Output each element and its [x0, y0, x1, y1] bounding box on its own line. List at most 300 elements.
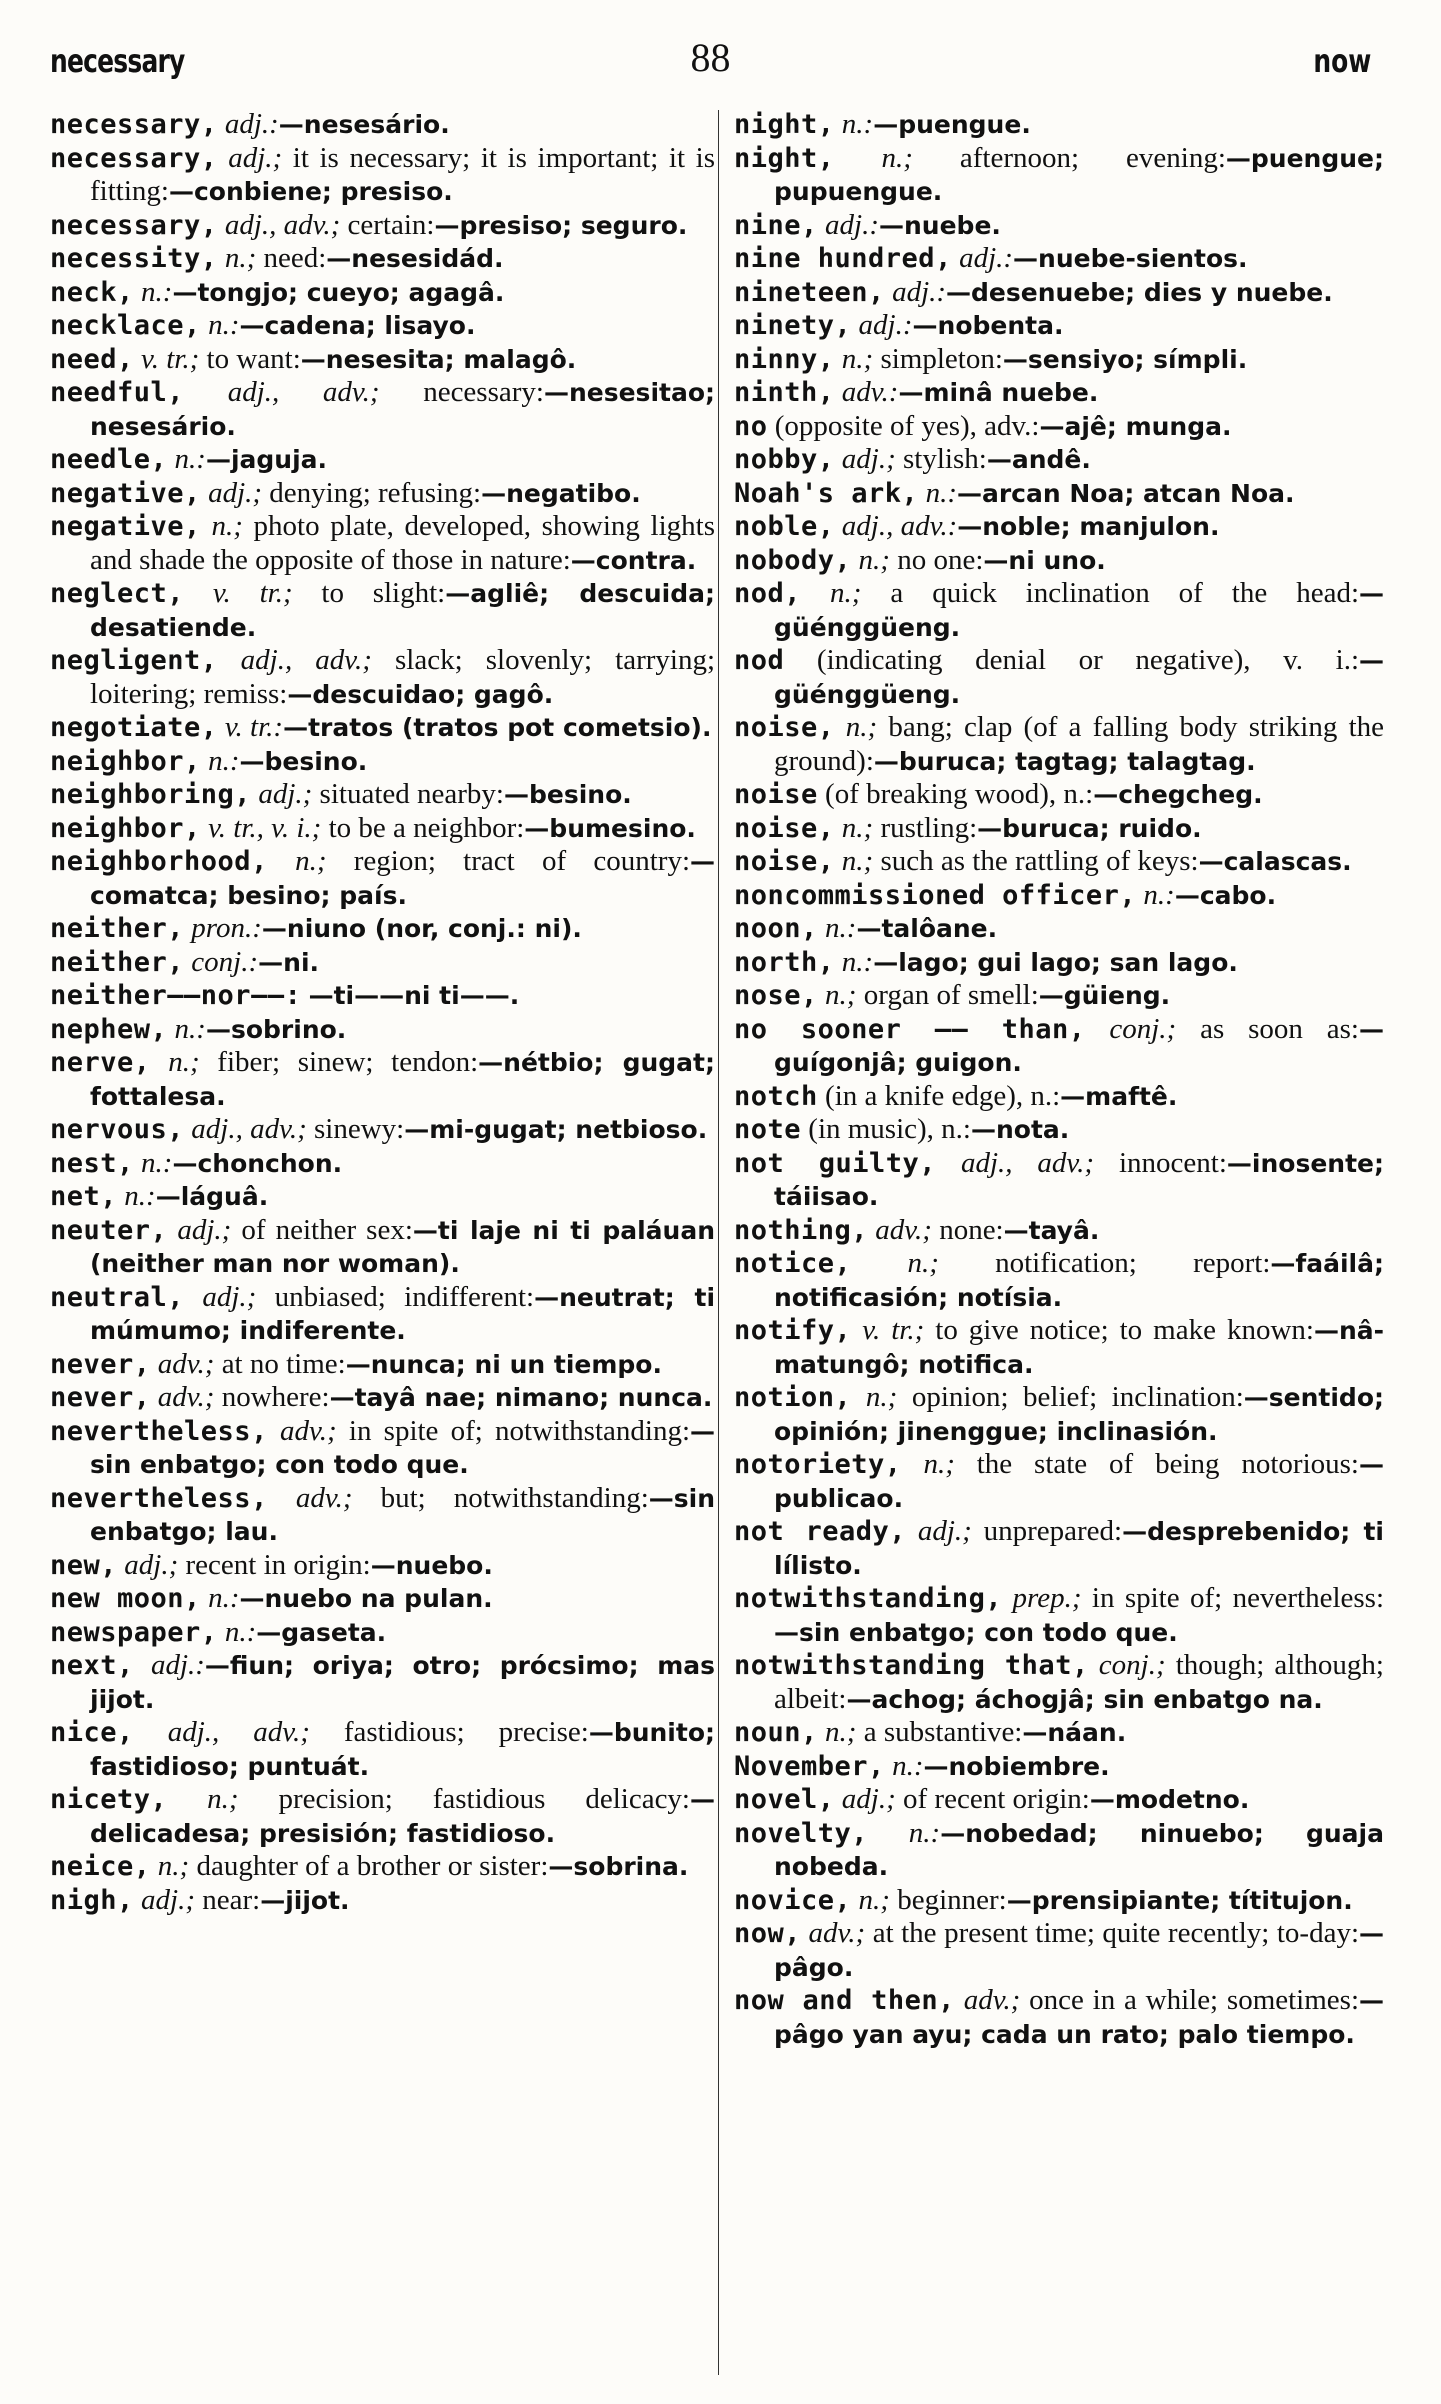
entry-translation: —conbiene; presiso. [168, 177, 453, 206]
entry-translation: —bumesino. [524, 813, 696, 843]
entry-definition: to give notice; to make known: [924, 1314, 1314, 1346]
entry-part-of-speech: adj.; [841, 443, 896, 475]
entry-translation: —cadena; lisayo. [239, 311, 476, 340]
entry-headword: notwithstanding, [734, 1583, 1003, 1614]
dictionary-entry [50, 1616, 715, 1650]
entry-headword: no [734, 410, 768, 442]
entry-part-of-speech: adj.; [208, 476, 263, 509]
entry-headword: nine hundred, [734, 243, 952, 274]
entry-part-of-speech: adj., adv.: [841, 510, 958, 542]
entry-part-of-speech: v. tr.; [212, 577, 293, 609]
entry-part-of-speech: n.: [141, 275, 173, 308]
entry-definition: daughter of a brother or sister: [189, 1850, 549, 1882]
entry-headword: notoriety, [734, 1449, 902, 1480]
entry-headword: neglect, [50, 578, 185, 609]
entry-headword: new moon, [50, 1583, 201, 1614]
entry-translation: —lago; gui lago; san lago. [873, 947, 1238, 977]
dictionary-entry [734, 1214, 1384, 1248]
entry-translation: —sin enbatgo; lau. [90, 1483, 715, 1546]
entry-headword: November, [734, 1750, 885, 1782]
dictionary-entry [734, 209, 1384, 243]
dictionary-entry [734, 1716, 1384, 1750]
entry-headword: noise, [734, 712, 835, 743]
entry-part-of-speech: n.: [892, 1749, 924, 1782]
entry-part-of-speech: adj., adv.; [227, 376, 380, 408]
entry-part-of-speech: n.; [168, 1046, 200, 1078]
page-header [50, 28, 1371, 88]
entry-definition: afternoon; evening: [912, 141, 1226, 174]
entry-translation: —nétbio; gugat; fottalesa. [90, 1048, 716, 1111]
dictionary-entry [734, 343, 1384, 377]
entry-headword: ninety, [734, 310, 852, 341]
entry-part-of-speech: n.; [865, 1381, 898, 1413]
entry-part-of-speech: conj.: [191, 945, 259, 978]
entry-headword: never, [50, 1382, 151, 1413]
entry-definition: region; tract of country: [326, 845, 690, 877]
entry-part-of-speech: adv.; [295, 1481, 353, 1514]
dictionary-entry [50, 1147, 715, 1181]
entry-headword: notwithstanding that, [734, 1650, 1089, 1681]
entry-part-of-speech: n.: [925, 476, 957, 509]
dictionary-entry [50, 142, 715, 209]
entry-translation: —faáilâ; notificasión; notísia. [774, 1249, 1384, 1312]
entry-definition: rustling: [873, 811, 978, 844]
entry-definition: unbiased; indifferent: [256, 1280, 535, 1313]
dictionary-entry [734, 979, 1384, 1013]
entry-headword: neighboring, [50, 779, 252, 810]
entry-definition: no one: [889, 543, 984, 576]
dictionary-entry [734, 510, 1384, 544]
entry-translation: —sentido; opinión; jinenggue; inclinasión. [774, 1383, 1384, 1446]
entry-translation: —inosente; táiisao. [774, 1148, 1385, 1211]
entry-definition: stylish: [895, 443, 987, 475]
entry-part-of-speech: n.; [157, 1850, 190, 1882]
entry-part-of-speech: adj.; [124, 1548, 179, 1581]
dictionary-entry [734, 1247, 1384, 1314]
entry-headword: negative, [50, 511, 201, 542]
dictionary-entry [50, 1716, 715, 1783]
dictionary-entry [50, 577, 715, 644]
dictionary-entry [734, 544, 1384, 578]
entry-definition: but; notwithstanding: [352, 1481, 649, 1514]
entry-translation: —puengue; pupuengue. [774, 143, 1384, 206]
entry-translation: —nuebe-sientos. [1013, 244, 1248, 273]
entry-translation: —puengue. [873, 110, 1031, 139]
entry-headword: neck, [50, 276, 134, 308]
entry-part-of-speech: adj., adv.; [224, 208, 341, 241]
entry-translation: —andê. [986, 445, 1091, 474]
dictionary-entry [50, 242, 715, 276]
entry-headword: novelty, [734, 1817, 869, 1849]
entry-part-of-speech: n.: [224, 1615, 257, 1648]
entry-part-of-speech: n.: [174, 1012, 206, 1045]
entry-part-of-speech: adj.; [141, 1883, 195, 1916]
entry-translation: —nuebo na pulan. [239, 1584, 493, 1613]
entry-part-of-speech: n.: [825, 912, 857, 944]
entry-headword: night, [734, 142, 835, 174]
entry-headword: now and then, [734, 1985, 955, 2016]
entry-definition: denying; refusing: [262, 476, 482, 509]
entry-definition: recent in origin: [178, 1548, 371, 1581]
entry-definition: slack; slovenly; tarrying; loitering; remiss: [90, 644, 715, 710]
entry-part-of-speech: adj., adv.; [240, 644, 372, 676]
entry-translation: —arcan Noa; atcan Noa. [956, 478, 1295, 508]
entry-translation: —güénggüeng. [774, 646, 1385, 709]
entry-translation: —fiun; oriya; otro; prócsimo; mas jijot. [90, 1651, 716, 1714]
dictionary-entry [734, 778, 1384, 812]
entry-part-of-speech: adj.: [858, 309, 913, 341]
entry-headword: nevertheless, [50, 1482, 268, 1514]
dictionary-entry [734, 845, 1384, 879]
entry-part-of-speech: adj.; [917, 1515, 972, 1547]
entry-headword: noble, [734, 511, 835, 542]
entry-part-of-speech: adv.; [157, 1381, 215, 1413]
entry-definition: necessary: [379, 376, 544, 408]
entry-part-of-speech: v. tr.: [224, 711, 284, 743]
entry-part-of-speech: n.; [207, 1783, 239, 1815]
dictionary-entry [734, 1750, 1384, 1784]
dictionary-entry [50, 1046, 715, 1113]
entry-translation: —ni. [258, 947, 320, 977]
entry-part-of-speech: n.: [124, 1180, 156, 1212]
entry-headword: nigh, [50, 1884, 134, 1916]
dictionary-entry [50, 1381, 715, 1415]
entry-headword: negotiate, [50, 712, 218, 743]
entry-part-of-speech: n.; [295, 845, 327, 877]
dictionary-entry [734, 1147, 1384, 1214]
entry-headword: not ready, [734, 1516, 907, 1547]
entry-definition: photo plate, developed, showing lights and shade the opposite of those in nature: [90, 510, 715, 576]
entry-headword: needle, [50, 444, 168, 475]
entry-headword: nobby, [734, 444, 835, 475]
entry-definition: opinion; belief; inclination: [897, 1381, 1244, 1413]
entry-headword: neither, [50, 913, 185, 944]
entry-part-of-speech: adj.: [150, 1649, 205, 1681]
entry-translation: —delicadesa; presisión; fastidioso. [90, 1785, 715, 1848]
dictionary-entry [50, 979, 715, 1013]
entry-definition: at the present time; quite recently; to-day: [865, 1917, 1360, 1949]
entry-part-of-speech: adj., adv.; [191, 1113, 307, 1145]
entry-headword: necessary, [50, 109, 218, 140]
entry-translation: —nesesitao; nesesário. [90, 378, 716, 441]
entry-headword: nobody, [734, 544, 852, 576]
entry-definition: to want: [199, 342, 301, 375]
entry-part-of-speech: n.; [841, 342, 874, 375]
entry-definition: (opposite of yes), adv.: [774, 409, 1040, 442]
entry-headword: nod, [734, 578, 802, 609]
entry-translation: —neutrat; ti múmumo; indiferente. [90, 1282, 716, 1345]
entry-headword: noncommissioned officer, [734, 879, 1137, 911]
dictionary-entry [50, 1649, 715, 1716]
entry-headword: nervous, [50, 1114, 185, 1145]
entry-translation: —prensipiante; títitujon. [1006, 1885, 1353, 1915]
entry-part-of-speech: n.: [141, 1146, 173, 1179]
right-column [734, 108, 1384, 2051]
dictionary-entry [734, 577, 1384, 644]
dictionary-entry [734, 1884, 1384, 1918]
entry-translation: —ni uno. [983, 545, 1106, 575]
dictionary-entry [50, 644, 715, 711]
entry-translation: —minâ nuebe. [898, 378, 1099, 407]
entry-translation: —nunca; ni un tiempo. [345, 1349, 662, 1379]
entry-definition: it is necessary; it is important; it is fitting: [90, 141, 716, 207]
entry-part-of-speech: n.; [858, 1883, 890, 1916]
entry-translation: —ajê; munga. [1039, 411, 1232, 441]
entry-translation: —cabo. [1174, 880, 1277, 910]
entry-definition: once in a while; sometimes: [1020, 1984, 1360, 2016]
entry-translation: —nobenta. [912, 311, 1064, 340]
entry-translation: —niuno (nor, conj.: ni). [261, 914, 582, 943]
dictionary-entry [50, 443, 715, 477]
entry-headword: now, [734, 1918, 802, 1949]
dictionary-entry [50, 1549, 715, 1583]
entry-part-of-speech: n.: [208, 1582, 240, 1614]
dictionary-entry [50, 1180, 715, 1214]
entry-headword: noise, [734, 812, 835, 844]
entry-part-of-speech: adv.; [280, 1414, 337, 1447]
column-divider [718, 110, 719, 2375]
entry-translation: —chonchon. [172, 1148, 343, 1178]
entry-translation: —buruca; ruido. [977, 813, 1202, 843]
entry-part-of-speech: n.: [908, 1816, 941, 1849]
entry-headword: noon, [734, 913, 818, 944]
entry-part-of-speech: n.; [830, 577, 862, 609]
entry-translation: —güénggüeng. [774, 579, 1385, 642]
entry-translation: —jijot. [260, 1885, 350, 1915]
entry-part-of-speech: n.; [841, 811, 874, 844]
entry-headword: ninth, [734, 377, 835, 408]
entry-headword: notch [734, 1080, 818, 1112]
dictionary-entry [734, 376, 1384, 410]
entry-translation: —nota. [970, 1115, 1070, 1144]
entry-headword: nothing, [734, 1214, 869, 1246]
dictionary-entry [50, 477, 715, 511]
entry-translation: —jaguja. [205, 445, 328, 474]
entry-part-of-speech: n.; [881, 141, 913, 174]
entry-translation: —guígonjâ; guigon. [774, 1014, 1384, 1077]
page-number: 88 [690, 35, 731, 80]
entry-translation: —noble; manjulon. [957, 512, 1220, 541]
entry-definition: fastidious; precise: [309, 1716, 589, 1748]
entry-translation: —buruca; tagtag; talagtag. [873, 746, 1256, 776]
entry-definition: though; although; albeit: [774, 1649, 1384, 1715]
entry-headword: neither, [50, 946, 185, 978]
dictionary-entry [50, 946, 715, 980]
entry-headword: notice, [734, 1248, 852, 1279]
entry-part-of-speech: n.; [923, 1448, 955, 1480]
entry-definition: of recent origin: [895, 1783, 1090, 1815]
entry-definition: to slight: [292, 577, 446, 609]
dictionary-entry [734, 711, 1384, 778]
entry-translation: —nâ-matungô; notifica. [774, 1316, 1384, 1379]
entry-translation: —tongjo; cueyo; agagâ. [172, 277, 505, 307]
dictionary-entry [50, 309, 715, 343]
dictionary-entry [50, 510, 715, 577]
entry-definition: as soon as: [1176, 1012, 1359, 1045]
entry-headword: neighbor, [50, 812, 201, 844]
entry-translation: —negatibo. [481, 478, 641, 508]
entry-translation: —talôane. [856, 914, 998, 943]
entry-translation: —sobrina. [548, 1852, 689, 1881]
entry-headword: negative, [50, 477, 201, 509]
entry-part-of-speech: adj.: [825, 208, 879, 241]
entry-headword: nod [734, 645, 785, 676]
entry-translation: —publicao. [774, 1450, 1384, 1513]
dictionary-entry [734, 812, 1384, 846]
entry-translation: —sin enbatgo; con todo que. [774, 1617, 1178, 1647]
entry-definition: unprepared: [971, 1515, 1123, 1547]
entry-part-of-speech: v. tr., v. i.; [208, 811, 322, 844]
entry-definition: notification; report: [938, 1247, 1271, 1279]
entry-translation: —desprebenido; ti lílisto. [774, 1517, 1384, 1580]
entry-part-of-speech: n.; [858, 543, 890, 576]
entry-headword: nephew, [50, 1013, 168, 1045]
entry-translation: —bunito; fastidioso; puntuát. [90, 1718, 715, 1781]
dictionary-entry [734, 1314, 1384, 1381]
dictionary-entry [50, 276, 715, 310]
entry-translation: —nobedad; ninuebo; guaja nobeda. [774, 1818, 1384, 1881]
entry-translation: —ti——ni ti——. [308, 981, 520, 1010]
dictionary-entry [50, 108, 715, 142]
dictionary-entry [734, 142, 1384, 209]
entry-headword: Noah's ark, [734, 477, 919, 509]
entry-headword: noise [734, 779, 818, 810]
dictionary-entry [734, 1917, 1384, 1984]
entry-headword: necessity, [50, 243, 218, 274]
entry-translation: —güieng. [1038, 981, 1171, 1010]
entry-translation: —comatca; besino; país. [90, 847, 715, 910]
dictionary-entry [734, 1080, 1384, 1114]
entry-headword: noise, [734, 846, 835, 877]
entry-definition: nowhere: [214, 1381, 330, 1413]
dictionary-entry [50, 1415, 715, 1482]
entry-translation: —nesesário. [278, 110, 450, 139]
entry-part-of-speech: n.: [208, 309, 240, 341]
entry-definition: (of breaking wood), n.: [825, 778, 1094, 810]
entry-headword: newspaper, [50, 1616, 218, 1648]
dictionary-entry [734, 946, 1384, 980]
entry-part-of-speech: adj., adv.; [167, 1716, 310, 1748]
entry-translation: —nuebo. [370, 1550, 493, 1580]
entry-definition: beginner: [889, 1883, 1007, 1916]
entry-part-of-speech: prep.; [1012, 1582, 1082, 1614]
entry-part-of-speech: adj.; [177, 1213, 232, 1246]
dictionary-entry [734, 1649, 1384, 1716]
entry-part-of-speech: adv.: [841, 376, 899, 408]
entry-headword: need, [50, 343, 134, 375]
entry-translation: —mi-gugat; netbioso. [404, 1115, 708, 1144]
entry-headword: notify, [734, 1315, 852, 1346]
dictionary-entry [734, 1381, 1384, 1448]
entry-translation: —contra. [570, 545, 697, 575]
entry-headword: nerve, [50, 1047, 151, 1078]
entry-headword: necessary, [50, 209, 218, 241]
entry-headword: nineteen, [734, 276, 885, 308]
entry-translation: —presiso; seguro. [434, 210, 688, 240]
dictionary-entry [734, 242, 1384, 276]
entry-translation: —calascas. [1198, 847, 1352, 876]
entry-definition: of neither sex: [231, 1213, 413, 1246]
entry-part-of-speech: n.; [825, 1716, 857, 1748]
entry-part-of-speech: adj.; [228, 141, 283, 174]
entry-definition: such as the rattling of keys: [873, 845, 1199, 877]
entry-part-of-speech: n.: [1143, 878, 1175, 911]
entry-translation: —láguâ. [155, 1182, 269, 1211]
entry-part-of-speech: n.; [211, 510, 243, 542]
entry-definition: (in a knife edge), n.: [825, 1079, 1061, 1112]
entry-headword: neither——nor——: [50, 980, 302, 1011]
entry-part-of-speech: n.: [174, 443, 206, 475]
entry-headword: necklace, [50, 310, 201, 341]
dictionary-entry [734, 309, 1384, 343]
left-column [50, 108, 715, 1917]
entry-translation: —chegcheg. [1093, 780, 1263, 809]
entry-headword: negligent, [50, 645, 218, 676]
entry-translation: —modetno. [1089, 1785, 1250, 1814]
entry-headword: net, [50, 1181, 118, 1212]
entry-definition: bang; clap (of a falling body striking the ground): [774, 711, 1384, 777]
entry-translation: —agliê; descuida; desatiende. [90, 579, 715, 642]
entry-translation: —pâgo yan ayu; cada un rato; palo tiempo. [774, 1986, 1385, 2049]
entry-headword: needful, [50, 377, 185, 408]
entry-translation: —pâgo. [774, 1919, 1385, 1982]
dictionary-entry [50, 1281, 715, 1348]
entry-translation: —achog; áchogjâ; sin enbatgo na. [846, 1684, 1323, 1714]
entry-translation: —tayâ nae; nimano; nunca. [329, 1383, 713, 1412]
entry-headword: novel, [734, 1784, 835, 1815]
entry-translation: —nesesidád. [326, 244, 504, 273]
entry-part-of-speech: n.; [841, 845, 874, 877]
dictionary-entry [50, 812, 715, 846]
header-right-word: now [1313, 42, 1371, 80]
header-left-word: necessary [50, 42, 185, 80]
entry-definition: in spite of; notwithstanding: [336, 1414, 690, 1447]
entry-translation: —nuebe. [879, 210, 1001, 240]
entry-headword: night, [734, 109, 835, 140]
entry-part-of-speech: n.; [825, 979, 857, 1011]
entry-headword: never, [50, 1348, 151, 1380]
dictionary-entry [734, 1984, 1384, 2051]
entry-part-of-speech: conj.; [1109, 1012, 1177, 1045]
dictionary-entry [50, 1013, 715, 1047]
entry-part-of-speech: adj.: [959, 242, 1014, 274]
entry-definition: (in music), n.: [808, 1113, 971, 1145]
entry-definition: (indicating denial or negative), v. i.: [816, 644, 1360, 676]
entry-part-of-speech: adv.; [875, 1213, 932, 1246]
entry-definition: certain: [340, 208, 435, 241]
entry-headword: novice, [734, 1884, 852, 1916]
entry-definition: fiber; sinew; tendon: [199, 1046, 479, 1078]
entry-translation: —nesesita; malagô. [300, 344, 577, 374]
dictionary-entry [734, 443, 1384, 477]
dictionary-entry [50, 745, 715, 779]
dictionary-entry [50, 1582, 715, 1616]
entry-definition: innocent: [1094, 1146, 1227, 1179]
entry-translation: —sensiyo; símpli. [1002, 344, 1248, 374]
entry-part-of-speech: n.; [224, 242, 257, 274]
entry-definition: simpleton: [873, 342, 1003, 375]
entry-part-of-speech: adv.; [157, 1347, 215, 1380]
entry-headword: nine, [734, 209, 818, 241]
entry-headword: not guilty, [734, 1147, 936, 1179]
entry-definition: the state of being notorious: [954, 1448, 1359, 1480]
entry-definition: precision; fastidious delicacy: [238, 1783, 690, 1815]
dictionary-entry [50, 912, 715, 946]
entry-part-of-speech: n.; [907, 1247, 939, 1279]
entry-headword: no sooner —— than, [734, 1013, 1086, 1045]
dictionary-entry [50, 1214, 715, 1281]
entry-translation: —desenuebe; dies y nuebe. [946, 277, 1333, 307]
